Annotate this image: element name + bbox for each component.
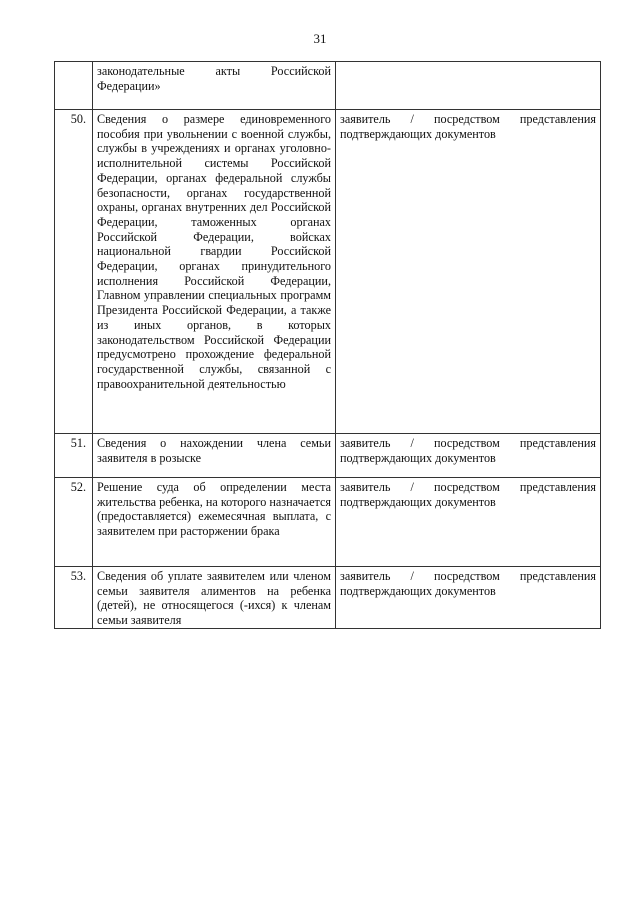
source-cell: заявитель / посредством представления подтверждающих документов — [336, 434, 601, 478]
information-cell: Сведения о нахождении члена семьи заявителя в розыске — [93, 434, 336, 478]
row-number: 52. — [55, 478, 93, 567]
row-number — [55, 62, 93, 110]
source-cell — [336, 62, 601, 110]
table-row — [55, 567, 601, 629]
table-row — [55, 62, 601, 110]
source-cell: заявитель / посредством представления подтверждающих документов — [336, 567, 601, 629]
table-row — [55, 478, 601, 567]
row-number: 53. — [55, 567, 93, 629]
documents-table — [54, 61, 601, 629]
information-cell: Решение суда об определении места жительства ребенка, на которого назначается (предоставляется) ежемесячная выплата, с заявителем при расторжении брака — [93, 478, 336, 567]
page-number: 31 — [313, 31, 327, 46]
row-number: 51. — [55, 434, 93, 478]
table-row — [55, 110, 601, 434]
information-cell: законодательные акты Российской Федерации» — [93, 62, 336, 110]
source-cell: заявитель / посредством представления подтверждающих документов — [336, 110, 601, 434]
information-cell: Сведения об уплате заявителем или членом семьи заявителя алиментов на ребенка (детей), не относящегося (-ихся) к членам семьи заявителя — [93, 567, 336, 629]
row-number: 50. — [55, 110, 93, 434]
source-cell: заявитель / посредством представления подтверждающих документов — [336, 478, 601, 567]
table-row — [55, 434, 601, 478]
information-cell: Сведения о размере единовременного пособия при увольнении с военной службы, службы в учреждениях и органах уголовно-исполнительной системы Российской Федерации, органах федеральной службы безопасности, органах государственной охраны, органах внутренних дел Российской Федерации, таможенных органах Российской Федерации, войсках национальной гвардии Российской Федерации, органах принудительного исполнения Российской Федерации, Главном управлении специальных программ Президента Российской Федерации, а также из иных органов, в которых законодательством Российской Федерации предусмотрено прохождение федеральной государственной службы, связанной с правоохранительной деятельностью — [93, 110, 336, 434]
